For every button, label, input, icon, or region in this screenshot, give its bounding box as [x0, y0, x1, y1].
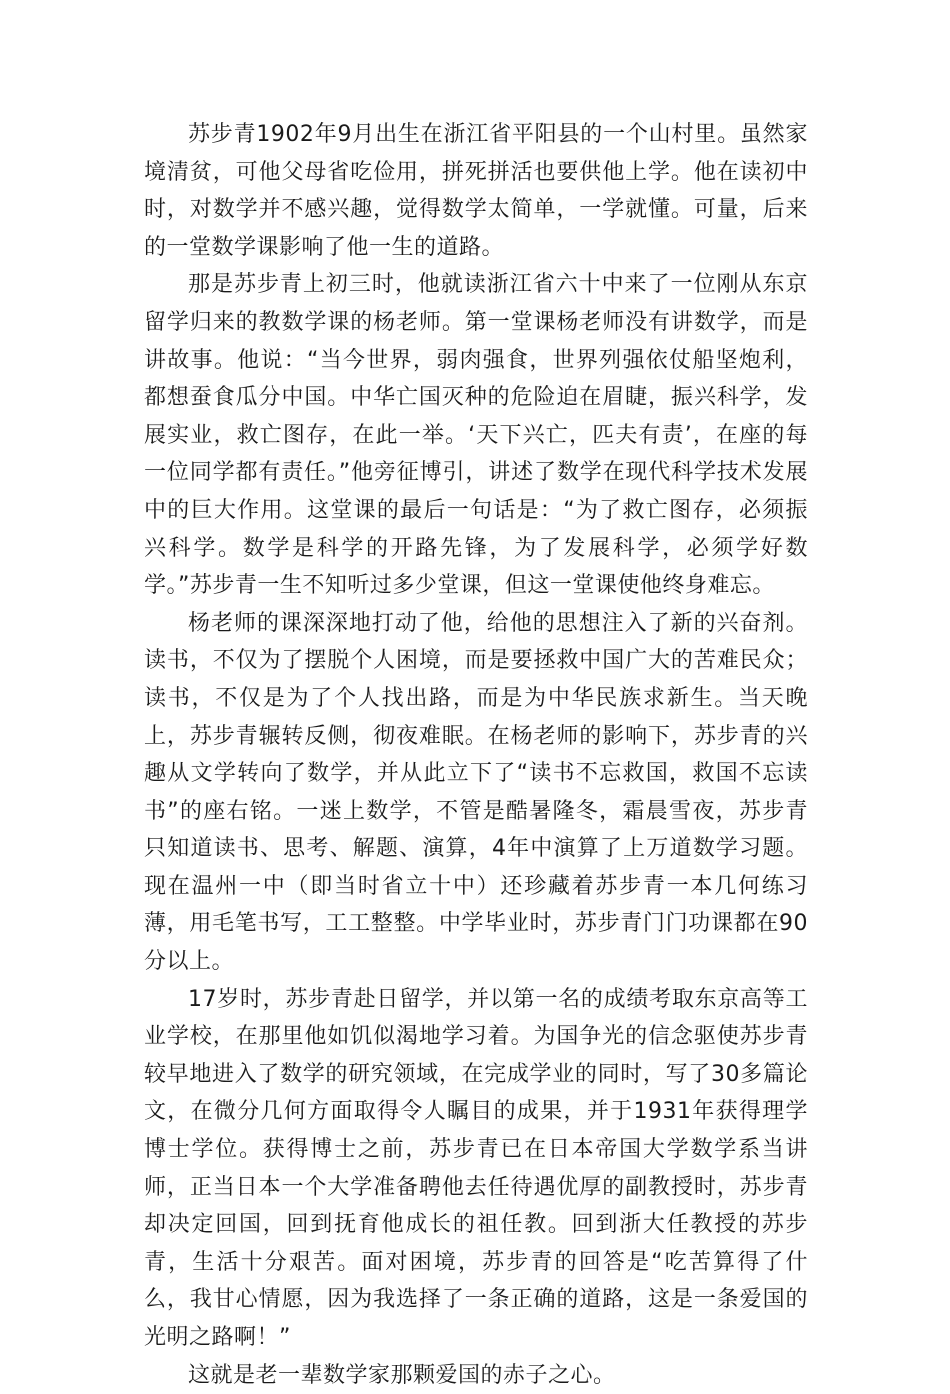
paragraph-2: 那是苏步青上初三时，他就读浙江省六十中来了一位刚从东京留学归来的教数学课的杨老师。第一堂课杨老师没有讲数学，而是讲故事。他说：“当今世界，弱肉强食，世界列强依仗船坚炮利，都想蚕食瓜分中国。中华亡国灭种的危险迫在眉睫，振兴科学，发展实业，救亡图存，在此一举。‘天下兴亡，匹夫有责’，在座的每一位同学都有责任。”他旁征博引，讲述了数学在现代科学技术发展中的巨大作用。这堂课的最后一句话是：“为了救亡图存，必须振兴科学。数学是科学的开路先锋，为了发展科学，必须学好数学。”苏步青一生不知听过多少堂课，但这一堂课使他终身难忘。: [144, 272, 808, 599]
paragraph-3: 杨老师的课深深地打动了他，给他的思想注入了新的兴奋剂。读书，不仅为了摆脱个人困境，而是要拯救中国广大的苦难民众；读书，不仅是为了个人找出路，而是为中华民族求新生。当天晚上，苏步青辗转反侧，彻夜难眠。在杨老师的影响下，苏步青的兴趣从文学转向了数学，并从此立下了“读书不忘救国，救国不忘读书”的座右铭。一迷上数学，不管是酷暑隆冬，霜晨雪夜，苏步青只知道读书、思考、解题、演算，4年中演算了上万道数学习题。现在温州一中（即当时省立十中）还珍藏着苏步青一本几何练习薄，用毛笔书写，工工整整。中学毕业时，苏步青门门功课都在90分以上。: [144, 610, 808, 975]
paragraph-1: 苏步青1902年9月出生在浙江省平阳县的一个山村里。虽然家境清贫，可他父母省吃俭用，拼死拼活也要供他上学。他在读初中时，对数学并不感兴趣，觉得数学太简单，一学就懂。可量，后来的一堂数学课影响了他一生的道路。: [144, 122, 808, 260]
paragraph-4: 17岁时，苏步青赴日留学，并以第一名的成绩考取东京高等工业学校，在那里他如饥似渴地学习着。为国争光的信念驱使苏步青较早地进入了数学的研究领域，在完成学业的同时，写了30多篇论文，在微分几何方面取得令人瞩目的成果，并于1931年获得理学博士学位。获得博士之前，苏步青已在日本帝国大学数学系当讲师，正当日本一个大学准备聘他去任待遇优厚的副教授时，苏步青却决定回国，回到抚育他成长的祖任教。回到浙大任教授的苏步青，生活十分艰苦。面对困境，苏步青的回答是“吃苦算得了什么，我甘心情愿，因为我选择了一条正确的道路，这是一条爱国的光明之路啊！”: [144, 986, 808, 1350]
paragraph-5: 这就是老一辈数学家那颗爱国的赤子之心。: [188, 1362, 616, 1388]
article-body: [144, 116, 808, 1394]
